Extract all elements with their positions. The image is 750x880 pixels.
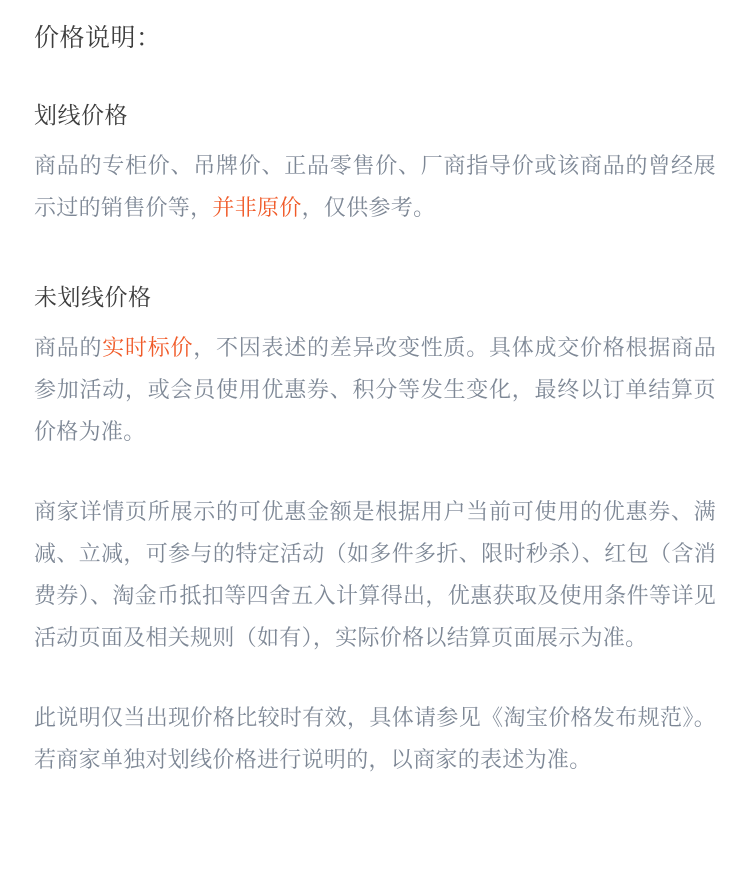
paragraph [34, 697, 716, 781]
paragraph [34, 491, 716, 659]
text-run-highlighted: 并非原价 [212, 194, 302, 220]
spacer [34, 255, 716, 281]
text-run: 此说明仅当出现价格比较时有效，具体请参见《淘宝价格发布规范》。若商家单独对划线价格进行说明的，以商家的表述为准。 [34, 704, 716, 772]
section-strikethrough-price [34, 99, 716, 229]
text-run: 商家详情页所展示的可优惠金额是根据用户当前可使用的优惠券、满减、立减，可参与的特定活动（如多件多折、限时秒杀）、红包（含消费券）、淘金币抵扣等四舍五入计算得出，优惠获取及使用条件等详见活动页面及相关规则（如有），实际价格以结算页面展示为准。 [34, 498, 716, 650]
section-heading: 未划线价格 [34, 283, 152, 310]
text-run: ，仅供参考。 [301, 194, 436, 220]
text-run: 商品的 [34, 334, 103, 360]
section-heading: 划线价格 [34, 101, 128, 128]
section-non-strikethrough-price [34, 281, 716, 781]
text-run: ，不因表述的差异改变性质。具体成交价格根据商品参加活动，或会员使用优惠券、积分等发生变化，最终以订单结算页价格为准。 [34, 334, 717, 444]
text-run-highlighted: 实时标价 [102, 334, 194, 360]
paragraph [34, 327, 716, 453]
page-title: 价格说明： [34, 24, 162, 52]
text-run: 商品的专柜价、吊牌价、正品零售价、厂商指导价或该商品的曾经展示过的销售价等， [34, 152, 716, 220]
paragraph [34, 145, 716, 229]
